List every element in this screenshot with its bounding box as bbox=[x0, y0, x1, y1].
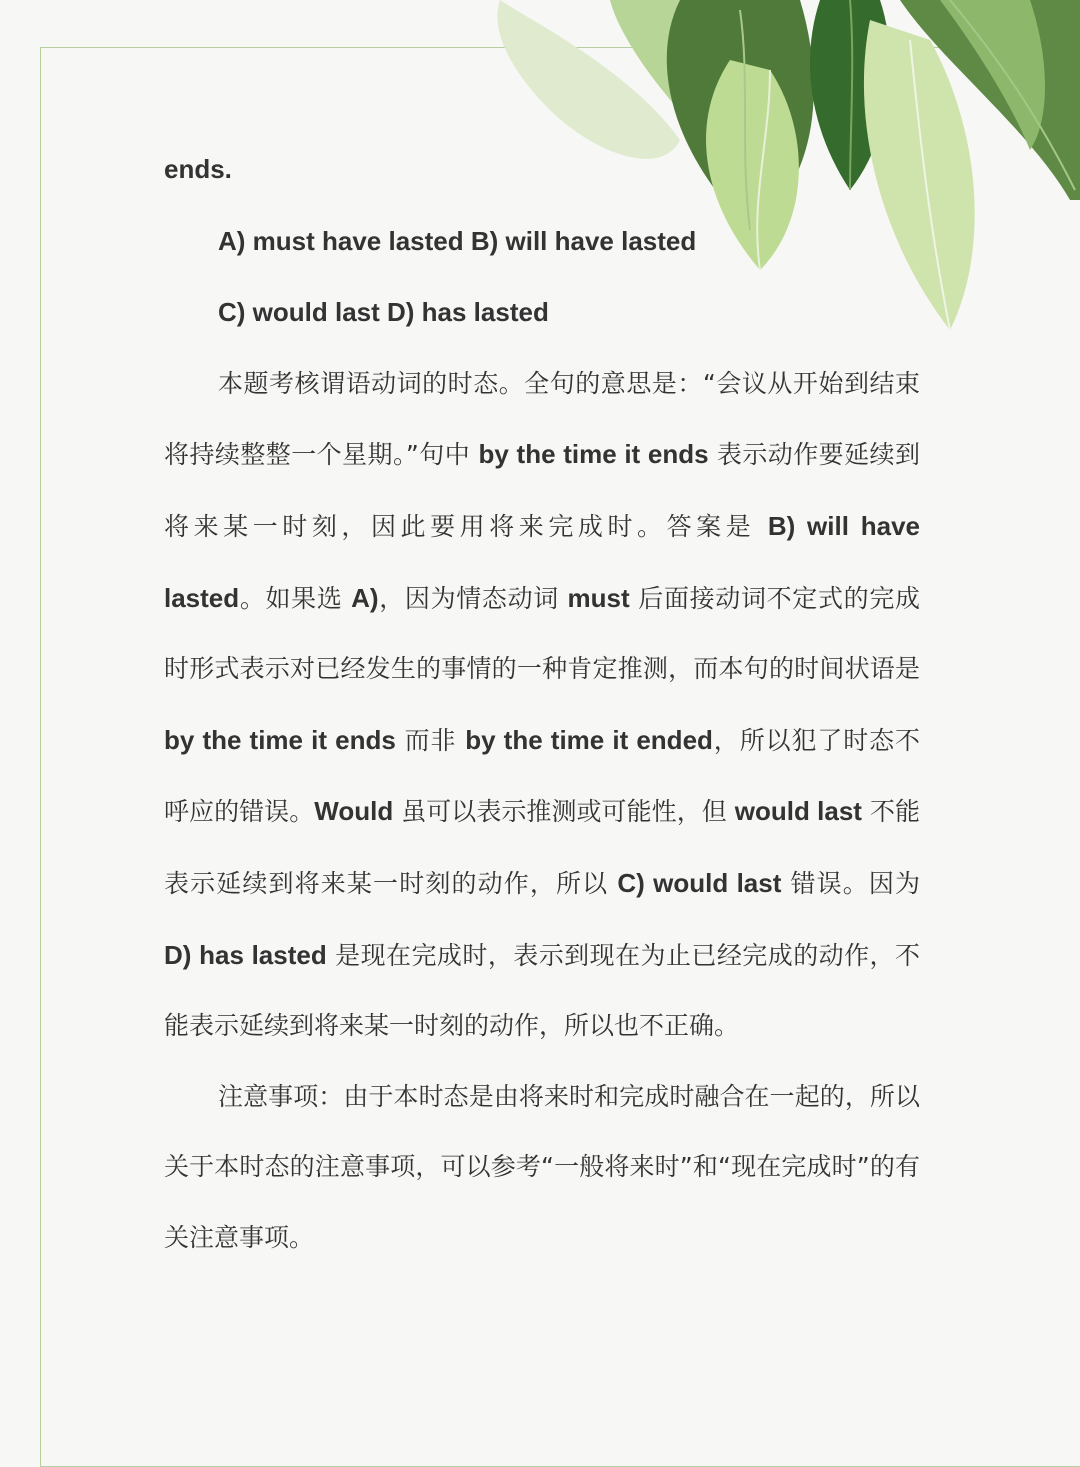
text-run: 表示动作要延续到将来某一时刻，因此要用将来完成时。答案是 bbox=[164, 440, 920, 541]
document-body bbox=[164, 134, 920, 1274]
bold-text-run: by the time it ends bbox=[164, 724, 396, 755]
text-run: 不能表示延续到将来某一时刻的动作，所以 bbox=[164, 797, 920, 898]
text-run: 虽可以表示推测或可能性，但 bbox=[393, 797, 735, 827]
answer-options-row-1 bbox=[164, 206, 920, 278]
answer-options-row-2 bbox=[164, 277, 920, 349]
bold-text-run: would last bbox=[734, 796, 862, 827]
text-run: 注意事项：由于本时态是由将来时和完成时融合在一起的，所以关于本时态的注意事项，可以参考“一般将来时”和“现在完成时”的有关注意事项。 bbox=[164, 1081, 920, 1252]
text-run: 后面接动词不定式的完成时形式表示对已经发生的事情的一种肯定推测，而本句的时间状语是 bbox=[164, 583, 920, 684]
text-run: 是现在完成时，表示到现在为止已经完成的动作，不能表示延续到将来某一时刻的动作，所以也不正确。 bbox=[164, 940, 921, 1041]
text-run: ，因为情态动词 bbox=[378, 583, 568, 613]
bold-text-run: must bbox=[567, 582, 630, 613]
text-run: 而非 bbox=[395, 725, 466, 755]
bold-text-run: ends. bbox=[164, 154, 232, 184]
bold-text-run: Would bbox=[314, 796, 394, 827]
text-run: 。如果选 bbox=[239, 583, 352, 613]
bold-text-run: by the time it ended bbox=[465, 724, 713, 755]
notes-paragraph bbox=[164, 1062, 920, 1274]
text-run: 错误。因为 bbox=[781, 868, 921, 898]
bold-text-run: by the time it ends bbox=[478, 439, 709, 470]
bold-text-run: C) would last bbox=[617, 867, 782, 898]
text-run: 本题考核谓语动词的时态。全句的意思是：“会议从开始到结束将持续整整一个星期。”句中 bbox=[164, 368, 920, 470]
bold-text-run: A) must have lasted B) will have lasted bbox=[218, 225, 697, 256]
question-fragment bbox=[164, 134, 920, 206]
bold-text-run: A) bbox=[351, 582, 379, 613]
bold-text-run: B) will have lasted bbox=[164, 510, 920, 613]
text-run: ，所以犯了时态不呼应的错误。 bbox=[164, 725, 920, 827]
explanation-paragraph bbox=[164, 349, 920, 1062]
bold-text-run: D) has lasted bbox=[164, 939, 327, 970]
bold-text-run: C) would last D) has lasted bbox=[218, 297, 549, 328]
